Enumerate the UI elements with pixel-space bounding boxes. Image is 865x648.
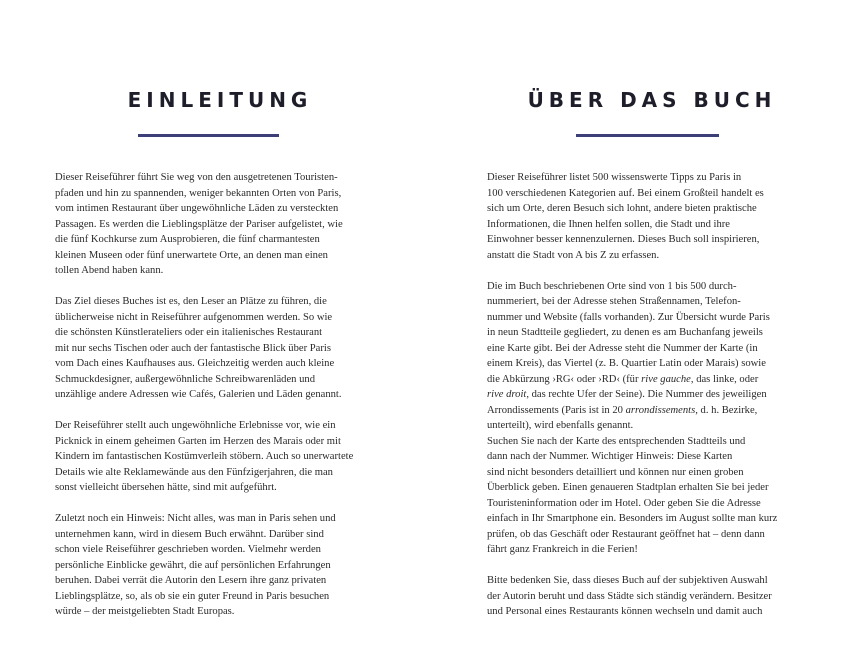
text-line: Suchen Sie nach der Karte des entsprechenden Stadtteils und <box>487 435 746 447</box>
text-line: kleinen Museen oder fünf unerwartete Orte, an denen man einen <box>55 249 328 261</box>
text-line: einem Kreis), das Viertel (z. B. Quartier Latin oder Marais) sowie <box>487 358 766 369</box>
text-line: schon viele Reiseführer geschrieben worden. Vielmehr werden <box>55 544 321 555</box>
left-body <box>55 170 385 635</box>
text-line: 100 verschiedenen Kategorien auf. Bei einem Großteil handelt es <box>487 187 764 199</box>
italic-term: rive droit <box>487 389 527 400</box>
text-line: Dieser Reiseführer führt Sie weg von den ausgetretenen Touristen- <box>55 172 338 183</box>
text-line: die schönsten Künstlerateliers oder ein italienisches Restaurant <box>55 327 323 338</box>
text-line: Das Ziel dieses Buches ist es, den Leser an Plätze zu führen, die <box>55 296 327 307</box>
text-line: üblicherweise nicht in Reiseführer aufgenommen werden. So wie <box>55 311 333 323</box>
text-line: nummer und Website (falls vorhanden). Zur Übersicht wurde Paris <box>487 311 770 323</box>
text-line: Bitte bedenken Sie, dass dieses Buch auf der subjektiven Auswahl <box>487 575 768 586</box>
text-line: Schmuckdesigner, außergewöhnliche Schreibwarenläden und <box>55 373 316 385</box>
text-line: Passagen. Es werden die Lieblingsplätze der Pariser aufgelistet, wie <box>55 218 343 230</box>
text-run: , das rechte Ufer der Seine). Die Nummer des jeweiligen <box>526 389 767 400</box>
text-line: vom Dach eines Kaufhauses aus. Gleichzeitig werden auch kleine <box>55 358 335 369</box>
paragraph <box>487 279 817 558</box>
text-line: in neun Stadtteile gegliedert, zu denen es am Buchanfang jeweils <box>487 327 763 338</box>
text-line: beruhen. Dabei verrät die Autorin den Lesern ihre ganz privaten <box>55 575 327 586</box>
italic-term: arrondissements <box>625 404 696 416</box>
text-line: Die im Buch beschriebenen Orte sind von 1 bis 500 durch- <box>487 280 737 292</box>
text-line: sich um Orte, deren Besuch sich lohnt, andere bieten praktische <box>487 203 757 214</box>
right-heading-rule <box>576 134 719 137</box>
text-line: fährt ganz Frankreich in die Ferien! <box>487 544 638 555</box>
text-line: tollen Abend haben kann. <box>55 265 164 276</box>
text-run: Arrondissements (Paris ist in 20 <box>487 404 626 416</box>
text-line: prüfen, ob das Geschäft oder Restaurant geöffnet hat – denn dann <box>487 528 765 540</box>
text-line: sonst vielleicht übersehen hätte, sind mit aufgeführt. <box>55 482 277 493</box>
text-line: die fünf Kochkurse zum Ausprobieren, die fünf charmantesten <box>55 234 320 245</box>
text-line: Kindern im fantastischen Kostümverleih stöbern. Auch so unerwartete <box>55 451 354 462</box>
paragraph <box>487 170 817 263</box>
text-run: , d. h. Bezirke, <box>695 404 758 416</box>
paragraph <box>487 573 817 620</box>
text-run: die Abkürzung ›RG‹ oder ›RD‹ (für <box>487 373 642 385</box>
paragraph <box>55 511 385 620</box>
text-line: Details wie alte Reklamewände aus den Fünfzigerjahren, die man <box>55 466 333 478</box>
text-line: Dieser Reiseführer listet 500 wissenswerte Tipps zu Paris in <box>487 172 742 183</box>
text-line: der Autorin beruht und dass Städte sich ständig verändern. Besitzer <box>487 590 772 602</box>
text-line: anstatt die Stadt von A bis Z zu erfassen. <box>487 249 660 261</box>
text-line: Informationen, die Ihnen helfen sollen, die Stadt und ihre <box>487 218 730 230</box>
text-line: sind nicht besonders detailliert und können nur einen groben <box>487 466 744 478</box>
text-line: Lieblingsplätze, so, als ob sie ein guter Freund in Paris besuchen <box>55 590 330 602</box>
text-line: nummeriert, bei der Adresse stehen Straßennamen, Telefon- <box>487 296 741 307</box>
italic-term: rive gauche <box>641 373 691 385</box>
text-line: unzählige andere Adressen wie Cafés, Galerien und Läden genannt. <box>55 389 342 400</box>
text-line: mit nur sechs Tischen oder auch der fantastische Blick über Paris <box>55 342 331 354</box>
text-line <box>487 387 817 403</box>
text-line: eine Karte gibt. Bei der Adresse steht die Nummer der Karte (in <box>487 342 758 354</box>
paragraph <box>55 170 385 279</box>
paragraph <box>55 418 385 496</box>
text-line: einfach in Ihr Smartphone ein. Besonders im August sollte man kurz <box>487 513 778 524</box>
text-run: , das linke, oder <box>690 373 759 385</box>
right-heading: ÜBER DAS BUCH <box>527 88 777 112</box>
text-line: unternehmen kann, wird in diesem Buch erwähnt. Darüber sind <box>55 528 324 540</box>
right-body <box>487 170 817 635</box>
text-line: Einwohner besser kennenzulernen. Dieses Buch soll inspirieren, <box>487 234 760 245</box>
left-heading-rule <box>138 134 279 137</box>
text-line <box>487 403 817 419</box>
text-line: persönliche Einblicke gewährt, die auf persönlichen Erfahrungen <box>55 559 331 571</box>
text-line: Picknick in einem geheimen Garten im Herzen des Marais oder mit <box>55 435 341 447</box>
text-line: und Personal eines Restaurants können wechseln und damit auch <box>487 606 763 617</box>
left-heading: EINLEITUNG <box>127 88 313 112</box>
text-line: dann nach der Nummer. Wichtiger Hinweis: Diese Karten <box>487 451 733 462</box>
text-line: Touristeninformation oder im Hotel. Oder geben Sie die Adresse <box>487 497 761 509</box>
text-line <box>487 372 817 388</box>
text-line: pfaden und hin zu spannenden, weniger bekannten Orten von Paris, <box>55 187 342 199</box>
text-line: vom intimen Restaurant über ungewöhnliche Läden zu versteckten <box>55 203 339 214</box>
text-line: Zuletzt noch ein Hinweis: Nicht alles, was man in Paris sehen und <box>55 513 336 524</box>
text-line: Der Reiseführer stellt auch ungewöhnliche Erlebnisse vor, wie ein <box>55 420 336 431</box>
text-line: unterteilt), wird ebenfalls genannt. <box>487 420 634 431</box>
paragraph <box>55 294 385 403</box>
text-line: würde – der meistgeliebten Stadt Europas. <box>55 606 235 617</box>
text-line: Überblick geben. Einen genaueren Stadtplan erhalten Sie bei jeder <box>487 482 769 493</box>
